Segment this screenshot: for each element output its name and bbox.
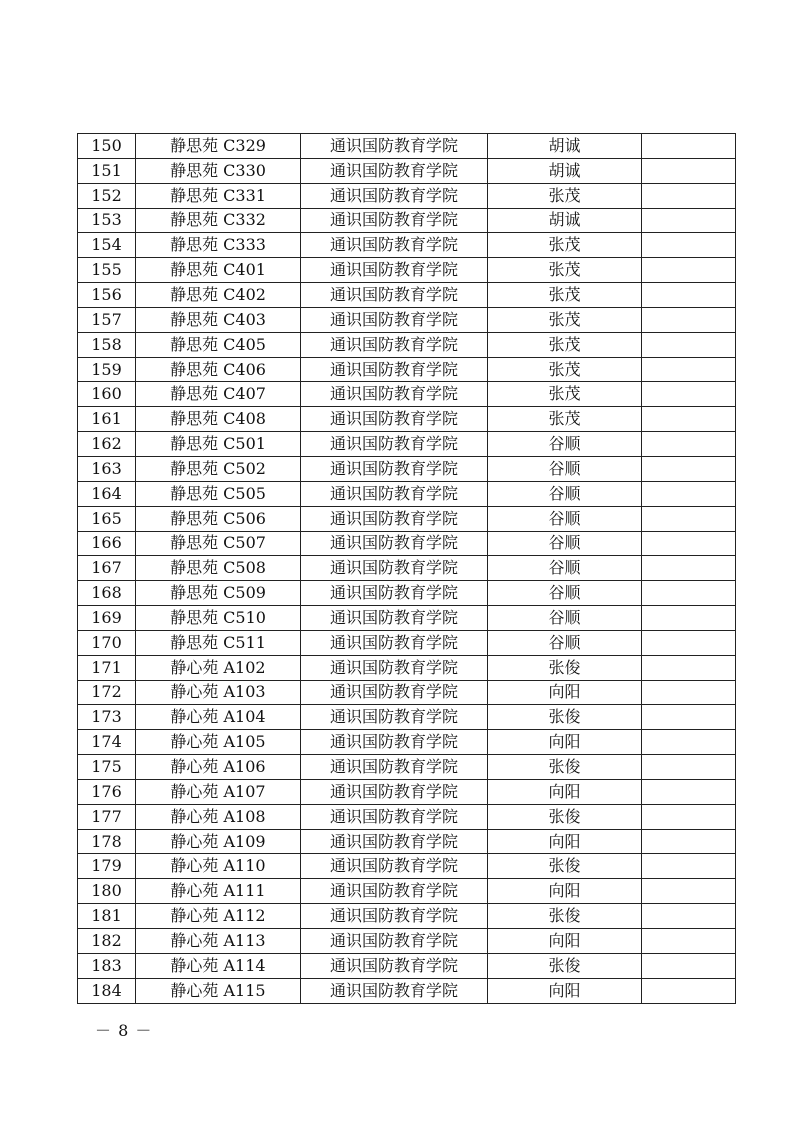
note-cell xyxy=(642,953,736,978)
table-row xyxy=(78,407,736,432)
teacher-cell: 张茂 xyxy=(488,283,642,308)
college-cell: 通识国防教育学院 xyxy=(301,953,488,978)
teacher-cell: 张俊 xyxy=(488,804,642,829)
college-cell: 通识国防教育学院 xyxy=(301,506,488,531)
row-number-cell: 150 xyxy=(78,134,136,159)
room-cell: 静心苑 A114 xyxy=(136,953,301,978)
note-cell xyxy=(642,208,736,233)
college-cell: 通识国防教育学院 xyxy=(301,208,488,233)
college-cell: 通识国防教育学院 xyxy=(301,481,488,506)
teacher-cell: 张茂 xyxy=(488,332,642,357)
row-number-cell: 173 xyxy=(78,705,136,730)
table-row xyxy=(78,357,736,382)
college-cell: 通识国防教育学院 xyxy=(301,332,488,357)
note-cell xyxy=(642,829,736,854)
row-number-cell: 158 xyxy=(78,332,136,357)
table-row xyxy=(78,158,736,183)
room-cell: 静思苑 C502 xyxy=(136,456,301,481)
teacher-cell: 张俊 xyxy=(488,705,642,730)
room-cell: 静心苑 A106 xyxy=(136,755,301,780)
note-cell xyxy=(642,730,736,755)
note-cell xyxy=(642,332,736,357)
row-number-cell: 172 xyxy=(78,680,136,705)
room-cell: 静心苑 A115 xyxy=(136,978,301,1003)
room-cell: 静思苑 C333 xyxy=(136,233,301,258)
row-number-cell: 161 xyxy=(78,407,136,432)
teacher-cell: 胡诚 xyxy=(488,158,642,183)
row-number-cell: 153 xyxy=(78,208,136,233)
teacher-cell: 张茂 xyxy=(488,307,642,332)
note-cell xyxy=(642,158,736,183)
college-cell: 通识国防教育学院 xyxy=(301,134,488,159)
table-row xyxy=(78,432,736,457)
college-cell: 通识国防教育学院 xyxy=(301,456,488,481)
table-row xyxy=(78,978,736,1003)
teacher-cell: 张茂 xyxy=(488,407,642,432)
row-number-cell: 170 xyxy=(78,630,136,655)
row-number-cell: 169 xyxy=(78,606,136,631)
note-cell xyxy=(642,382,736,407)
table-row xyxy=(78,208,736,233)
table-row xyxy=(78,456,736,481)
college-cell: 通识国防教育学院 xyxy=(301,606,488,631)
row-number-cell: 179 xyxy=(78,854,136,879)
note-cell xyxy=(642,307,736,332)
row-number-cell: 178 xyxy=(78,829,136,854)
table-row xyxy=(78,779,736,804)
note-cell xyxy=(642,481,736,506)
college-cell: 通识国防教育学院 xyxy=(301,258,488,283)
row-number-cell: 162 xyxy=(78,432,136,457)
room-cell: 静思苑 C402 xyxy=(136,283,301,308)
college-cell: 通识国防教育学院 xyxy=(301,382,488,407)
room-cell: 静思苑 C507 xyxy=(136,531,301,556)
room-cell: 静思苑 C508 xyxy=(136,556,301,581)
note-cell xyxy=(642,755,736,780)
room-cell: 静思苑 C330 xyxy=(136,158,301,183)
college-cell: 通识国防教育学院 xyxy=(301,556,488,581)
teacher-cell: 胡诚 xyxy=(488,134,642,159)
teacher-cell: 张茂 xyxy=(488,357,642,382)
note-cell xyxy=(642,432,736,457)
college-cell: 通识国防教育学院 xyxy=(301,755,488,780)
row-number-cell: 168 xyxy=(78,581,136,606)
college-cell: 通识国防教育学院 xyxy=(301,904,488,929)
teacher-cell: 向阳 xyxy=(488,929,642,954)
row-number-cell: 184 xyxy=(78,978,136,1003)
table-row xyxy=(78,804,736,829)
row-number-cell: 151 xyxy=(78,158,136,183)
room-cell: 静思苑 C403 xyxy=(136,307,301,332)
college-cell: 通识国防教育学院 xyxy=(301,879,488,904)
table-row xyxy=(78,879,736,904)
room-cell: 静心苑 A111 xyxy=(136,879,301,904)
table-row xyxy=(78,904,736,929)
teacher-cell: 向阳 xyxy=(488,829,642,854)
teacher-cell: 谷顺 xyxy=(488,432,642,457)
table-row xyxy=(78,705,736,730)
table-row xyxy=(78,134,736,159)
room-cell: 静思苑 C406 xyxy=(136,357,301,382)
table-row xyxy=(78,730,736,755)
row-number-cell: 152 xyxy=(78,183,136,208)
college-cell: 通识国防教育学院 xyxy=(301,779,488,804)
note-cell xyxy=(642,978,736,1003)
college-cell: 通识国防教育学院 xyxy=(301,730,488,755)
room-cell: 静心苑 A105 xyxy=(136,730,301,755)
note-cell xyxy=(642,854,736,879)
table-body xyxy=(78,134,736,1004)
note-cell xyxy=(642,357,736,382)
room-cell: 静心苑 A104 xyxy=(136,705,301,730)
teacher-cell: 张茂 xyxy=(488,233,642,258)
row-number-cell: 156 xyxy=(78,283,136,308)
teacher-cell: 张俊 xyxy=(488,655,642,680)
room-cell: 静思苑 C506 xyxy=(136,506,301,531)
room-cell: 静心苑 A103 xyxy=(136,680,301,705)
note-cell xyxy=(642,655,736,680)
page-number: － 8 － xyxy=(95,1021,153,1040)
table-row xyxy=(78,581,736,606)
college-cell: 通识国防教育学院 xyxy=(301,307,488,332)
row-number-cell: 176 xyxy=(78,779,136,804)
college-cell: 通识国防教育学院 xyxy=(301,581,488,606)
note-cell xyxy=(642,556,736,581)
college-cell: 通识国防教育学院 xyxy=(301,655,488,680)
college-cell: 通识国防教育学院 xyxy=(301,407,488,432)
row-number-cell: 181 xyxy=(78,904,136,929)
table-row xyxy=(78,606,736,631)
table-row xyxy=(78,630,736,655)
teacher-cell: 谷顺 xyxy=(488,556,642,581)
table-row xyxy=(78,953,736,978)
note-cell xyxy=(642,804,736,829)
note-cell xyxy=(642,183,736,208)
college-cell: 通识国防教育学院 xyxy=(301,829,488,854)
note-cell xyxy=(642,233,736,258)
room-cell: 静思苑 C331 xyxy=(136,183,301,208)
teacher-cell: 谷顺 xyxy=(488,456,642,481)
table-row xyxy=(78,829,736,854)
college-cell: 通识国防教育学院 xyxy=(301,432,488,457)
table-row xyxy=(78,382,736,407)
teacher-cell: 张茂 xyxy=(488,382,642,407)
room-cell: 静思苑 C510 xyxy=(136,606,301,631)
room-cell: 静思苑 C511 xyxy=(136,630,301,655)
college-cell: 通识国防教育学院 xyxy=(301,283,488,308)
row-number-cell: 167 xyxy=(78,556,136,581)
room-cell: 静心苑 A109 xyxy=(136,829,301,854)
note-cell xyxy=(642,531,736,556)
row-number-cell: 164 xyxy=(78,481,136,506)
teacher-cell: 张俊 xyxy=(488,904,642,929)
teacher-cell: 向阳 xyxy=(488,730,642,755)
teacher-cell: 谷顺 xyxy=(488,531,642,556)
college-cell: 通识国防教育学院 xyxy=(301,680,488,705)
teacher-cell: 张俊 xyxy=(488,755,642,780)
note-cell xyxy=(642,581,736,606)
row-number-cell: 159 xyxy=(78,357,136,382)
row-number-cell: 183 xyxy=(78,953,136,978)
room-cell: 静思苑 C501 xyxy=(136,432,301,457)
note-cell xyxy=(642,456,736,481)
note-cell xyxy=(642,929,736,954)
room-cell: 静思苑 C509 xyxy=(136,581,301,606)
row-number-cell: 182 xyxy=(78,929,136,954)
table-row xyxy=(78,233,736,258)
row-number-cell: 155 xyxy=(78,258,136,283)
row-number-cell: 163 xyxy=(78,456,136,481)
college-cell: 通识国防教育学院 xyxy=(301,531,488,556)
note-cell xyxy=(642,630,736,655)
table-row xyxy=(78,332,736,357)
table-row xyxy=(78,556,736,581)
room-cell: 静思苑 C401 xyxy=(136,258,301,283)
college-cell: 通识国防教育学院 xyxy=(301,705,488,730)
row-number-cell: 157 xyxy=(78,307,136,332)
table-row xyxy=(78,929,736,954)
note-cell xyxy=(642,705,736,730)
room-cell: 静心苑 A113 xyxy=(136,929,301,954)
teacher-cell: 谷顺 xyxy=(488,630,642,655)
room-cell: 静思苑 C332 xyxy=(136,208,301,233)
note-cell xyxy=(642,134,736,159)
room-cell: 静心苑 A110 xyxy=(136,854,301,879)
teacher-cell: 谷顺 xyxy=(488,506,642,531)
room-cell: 静思苑 C408 xyxy=(136,407,301,432)
teacher-cell: 向阳 xyxy=(488,680,642,705)
college-cell: 通识国防教育学院 xyxy=(301,804,488,829)
teacher-cell: 张茂 xyxy=(488,258,642,283)
row-number-cell: 180 xyxy=(78,879,136,904)
room-cell: 静心苑 A108 xyxy=(136,804,301,829)
college-cell: 通识国防教育学院 xyxy=(301,854,488,879)
table-row xyxy=(78,680,736,705)
college-cell: 通识国防教育学院 xyxy=(301,357,488,382)
college-cell: 通识国防教育学院 xyxy=(301,158,488,183)
note-cell xyxy=(642,779,736,804)
room-cell: 静思苑 C405 xyxy=(136,332,301,357)
teacher-cell: 胡诚 xyxy=(488,208,642,233)
row-number-cell: 175 xyxy=(78,755,136,780)
note-cell xyxy=(642,606,736,631)
room-cell: 静心苑 A102 xyxy=(136,655,301,680)
room-cell: 静思苑 C329 xyxy=(136,134,301,159)
college-cell: 通识国防教育学院 xyxy=(301,978,488,1003)
room-cell: 静心苑 A112 xyxy=(136,904,301,929)
row-number-cell: 154 xyxy=(78,233,136,258)
teacher-cell: 谷顺 xyxy=(488,606,642,631)
row-number-cell: 174 xyxy=(78,730,136,755)
row-number-cell: 165 xyxy=(78,506,136,531)
college-cell: 通识国防教育学院 xyxy=(301,630,488,655)
college-cell: 通识国防教育学院 xyxy=(301,929,488,954)
dormitory-assignment-table xyxy=(77,133,736,1004)
table-row xyxy=(78,655,736,680)
teacher-cell: 向阳 xyxy=(488,779,642,804)
college-cell: 通识国防教育学院 xyxy=(301,233,488,258)
note-cell xyxy=(642,506,736,531)
note-cell xyxy=(642,283,736,308)
row-number-cell: 166 xyxy=(78,531,136,556)
room-cell: 静思苑 C407 xyxy=(136,382,301,407)
row-number-cell: 160 xyxy=(78,382,136,407)
table-row xyxy=(78,755,736,780)
note-cell xyxy=(642,680,736,705)
row-number-cell: 177 xyxy=(78,804,136,829)
teacher-cell: 张茂 xyxy=(488,183,642,208)
note-cell xyxy=(642,407,736,432)
teacher-cell: 谷顺 xyxy=(488,581,642,606)
table-row xyxy=(78,506,736,531)
table-row xyxy=(78,307,736,332)
table-row xyxy=(78,283,736,308)
note-cell xyxy=(642,258,736,283)
room-cell: 静心苑 A107 xyxy=(136,779,301,804)
table-row xyxy=(78,481,736,506)
table-row xyxy=(78,183,736,208)
teacher-cell: 向阳 xyxy=(488,879,642,904)
note-cell xyxy=(642,879,736,904)
note-cell xyxy=(642,904,736,929)
table-row xyxy=(78,258,736,283)
teacher-cell: 张俊 xyxy=(488,854,642,879)
room-cell: 静思苑 C505 xyxy=(136,481,301,506)
teacher-cell: 谷顺 xyxy=(488,481,642,506)
college-cell: 通识国防教育学院 xyxy=(301,183,488,208)
table-row xyxy=(78,854,736,879)
teacher-cell: 向阳 xyxy=(488,978,642,1003)
row-number-cell: 171 xyxy=(78,655,136,680)
table-row xyxy=(78,531,736,556)
teacher-cell: 张俊 xyxy=(488,953,642,978)
